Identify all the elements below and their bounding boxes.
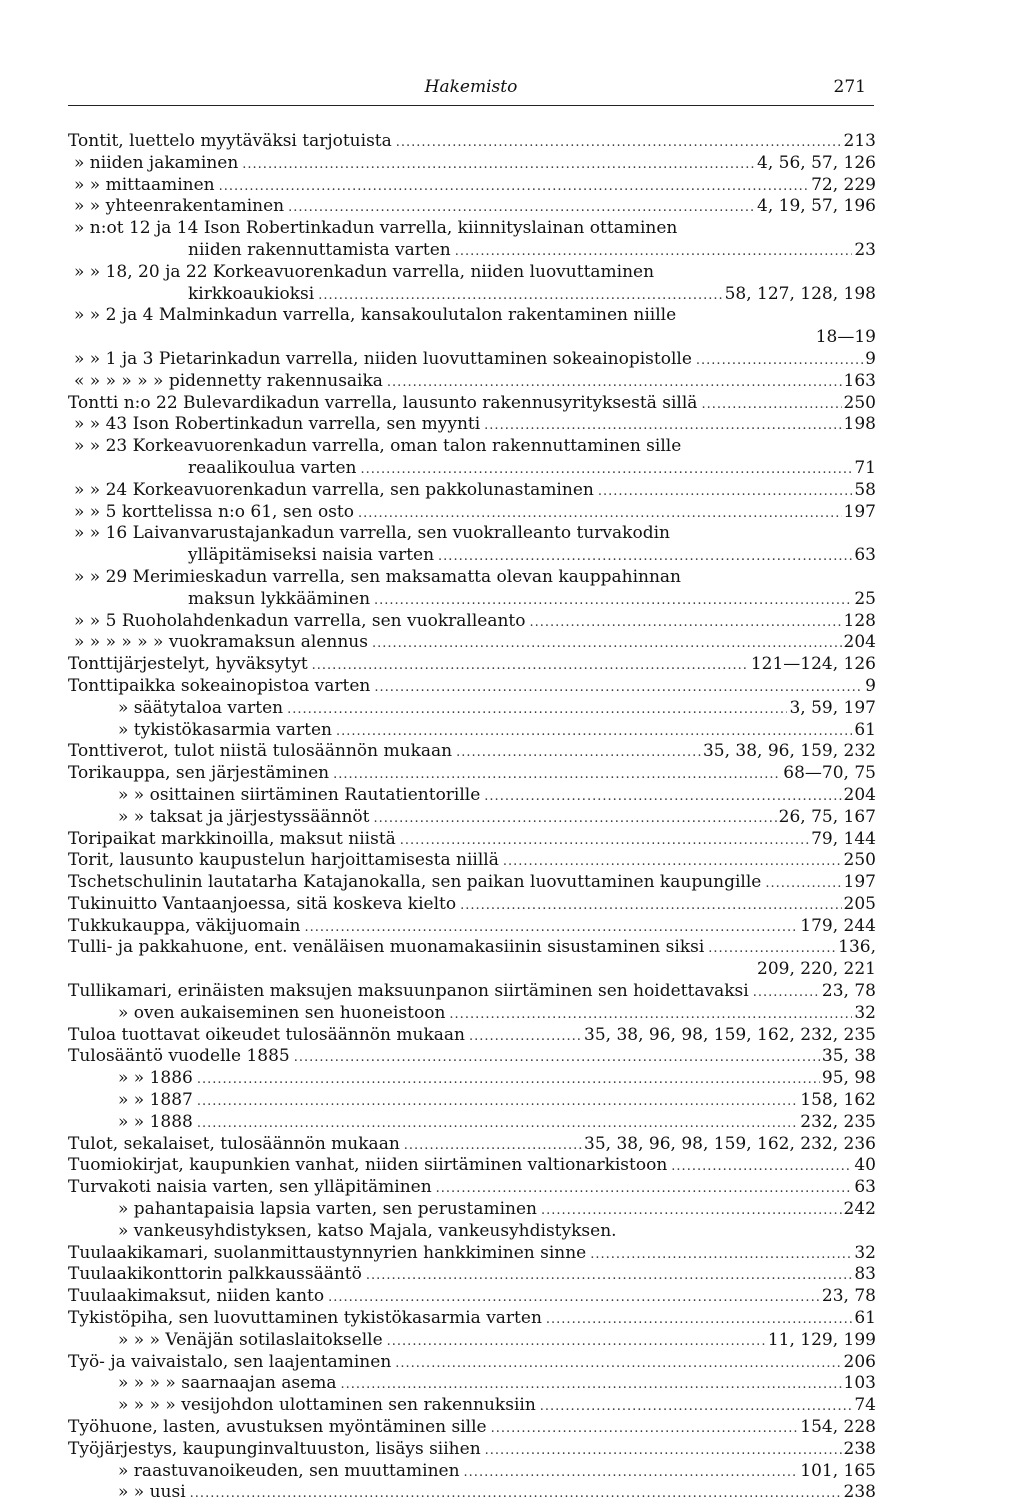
entry-text: Tykistöpiha, sen luovuttaminen tykistökasarmia varten bbox=[68, 1308, 542, 1329]
index-entry bbox=[68, 284, 876, 306]
index-entry bbox=[68, 371, 876, 393]
entry-pages: 63 bbox=[854, 1177, 876, 1198]
entry-pages: 23, 78 bbox=[821, 1286, 876, 1307]
entry-pages: 197 bbox=[843, 872, 876, 893]
index-entry bbox=[68, 196, 876, 218]
index-entry bbox=[68, 959, 876, 981]
index-entry bbox=[68, 218, 876, 240]
leader-dots bbox=[541, 1203, 842, 1218]
entry-pages: 68—70, 75 bbox=[783, 763, 876, 784]
entry-pages: 79, 144 bbox=[811, 828, 876, 849]
entry-text: Tulot, sekalaiset, tulosäännön mukaan bbox=[68, 1133, 400, 1154]
leader-dots bbox=[294, 1050, 820, 1065]
index-entry bbox=[68, 153, 876, 175]
index-entry bbox=[68, 894, 876, 916]
entry-text: » oven aukaiseminen sen huoneistoon bbox=[118, 1002, 446, 1023]
leader-dots bbox=[387, 375, 842, 390]
entry-text: » säätytaloa varten bbox=[118, 697, 284, 718]
index-entry bbox=[68, 1243, 876, 1265]
entry-pages: 26, 75, 167 bbox=[778, 806, 876, 827]
entry-pages: 197 bbox=[843, 501, 876, 522]
leader-dots bbox=[312, 658, 749, 673]
entry-text: » niiden jakaminen bbox=[74, 152, 239, 173]
leader-dots bbox=[503, 854, 842, 869]
entry-pages: 154, 228 bbox=[800, 1417, 876, 1438]
index-entry bbox=[68, 349, 876, 371]
entry-text: maksun lykkääminen bbox=[188, 588, 371, 609]
leader-dots bbox=[469, 1029, 582, 1044]
index-entry bbox=[68, 1461, 876, 1483]
index-entry bbox=[68, 763, 876, 785]
leader-dots bbox=[374, 811, 777, 826]
leader-dots bbox=[336, 724, 852, 739]
entry-text: Tullikamari, erinäisten maksujen maksuunpanon siirtäminen sen hoidettavaksi bbox=[68, 981, 749, 1002]
leader-dots bbox=[242, 157, 755, 172]
entry-text: Tonttiverot, tulot niistä tulosäännön mukaan bbox=[68, 741, 453, 762]
index-entry bbox=[68, 589, 876, 611]
entry-text: Tukkukauppa, väkijuomain bbox=[68, 915, 301, 936]
entry-text: » » 5 Ruoholahdenkadun varrella, sen vuokralleanto bbox=[74, 610, 526, 631]
index-list bbox=[68, 131, 876, 1504]
entry-text: Työ- ja vaivaistalo, sen laajentaminen bbox=[68, 1351, 392, 1372]
entry-pages: 25 bbox=[854, 588, 876, 609]
entry-pages: 18—19 bbox=[815, 327, 876, 348]
index-entry bbox=[68, 785, 876, 807]
leader-dots bbox=[219, 179, 809, 194]
index-entry bbox=[68, 1439, 876, 1461]
index-entry bbox=[68, 1264, 876, 1286]
entry-pages: 250 bbox=[843, 392, 876, 413]
entry-text: kirkkoaukioksi bbox=[188, 283, 315, 304]
leader-dots bbox=[765, 876, 841, 891]
leader-dots bbox=[360, 462, 852, 477]
leader-dots bbox=[484, 789, 841, 804]
entry-text: Torikauppa, sen järjestäminen bbox=[68, 763, 330, 784]
entry-pages: 63 bbox=[854, 545, 876, 566]
entry-pages: 61 bbox=[854, 719, 876, 740]
index-entry bbox=[68, 1046, 876, 1068]
entry-pages: 205 bbox=[843, 893, 876, 914]
entry-pages: 206 bbox=[843, 1351, 876, 1372]
entry-text: Torit, lausunto kaupustelun harjoittamisesta niillä bbox=[68, 850, 499, 871]
entry-pages: 35, 38, 96, 98, 159, 162, 232, 235 bbox=[584, 1024, 876, 1045]
entry-pages: 209, 220, 221 bbox=[757, 959, 876, 980]
entry-pages: 163 bbox=[843, 370, 876, 391]
entry-text: Toripaikat markkinoilla, maksut niistä bbox=[68, 828, 396, 849]
entry-pages: 238 bbox=[843, 1482, 876, 1503]
entry-pages: 204 bbox=[843, 784, 876, 805]
index-entry bbox=[68, 654, 876, 676]
index-entry bbox=[68, 523, 876, 545]
leader-dots bbox=[305, 920, 799, 935]
entry-pages: 204 bbox=[843, 632, 876, 653]
index-entry bbox=[68, 1221, 876, 1243]
entry-text: » » 1886 bbox=[118, 1068, 193, 1089]
index-entry bbox=[68, 131, 876, 153]
entry-text: » » taksat ja järjestyssäännöt bbox=[118, 806, 370, 827]
entry-pages: 95, 98 bbox=[821, 1068, 876, 1089]
entry-text: Työhuone, lasten, avustuksen myöntäminen sille bbox=[68, 1417, 487, 1438]
index-entry bbox=[68, 611, 876, 633]
entry-text: niiden rakennuttamista varten bbox=[188, 239, 451, 260]
index-entry bbox=[68, 1199, 876, 1221]
leader-dots bbox=[396, 135, 842, 150]
entry-pages: 128 bbox=[843, 610, 876, 631]
entry-text: Tuulaakikamari, suolanmittaustynnyrien hankkiminen sinne bbox=[68, 1242, 587, 1263]
entry-text: » » » » saarnaajan asema bbox=[118, 1373, 337, 1394]
entry-text: » » uusi bbox=[118, 1482, 186, 1503]
index-entry bbox=[68, 698, 876, 720]
entry-pages: 4, 19, 57, 196 bbox=[757, 196, 876, 217]
index-entry bbox=[68, 305, 876, 327]
entry-text: Tontti n:o 22 Bulevardikadun varrella, lausunto rakennusyrityksestä sillä bbox=[68, 392, 698, 413]
entry-pages: 238 bbox=[843, 1438, 876, 1459]
entry-text: Turvakoti naisia varten, sen ylläpitäminen bbox=[68, 1177, 432, 1198]
entry-text: » » » Venäjän sotilaslaitokselle bbox=[118, 1329, 383, 1350]
index-entry bbox=[68, 720, 876, 742]
leader-dots bbox=[400, 833, 809, 848]
entry-text: » tykistökasarmia varten bbox=[118, 719, 332, 740]
leader-dots bbox=[590, 1247, 852, 1262]
entry-pages: 179, 244 bbox=[800, 915, 876, 936]
entry-text: Tuulaakikonttorin palkkaussääntö bbox=[68, 1264, 362, 1285]
leader-dots bbox=[449, 1007, 852, 1022]
entry-pages: 9 bbox=[865, 675, 876, 696]
leader-dots bbox=[374, 680, 863, 695]
index-entry bbox=[68, 393, 876, 415]
entry-text: » raastuvanoikeuden, sen muuttaminen bbox=[118, 1460, 460, 1481]
entry-text: » » 16 Laivanvarustajankadun varrella, sen vuokralleanto turvakodin bbox=[74, 523, 670, 544]
leader-dots bbox=[190, 1486, 842, 1501]
index-entry bbox=[68, 1090, 876, 1112]
entry-text: Tuulaakimaksut, niiden kanto bbox=[68, 1286, 325, 1307]
entry-pages: 9 bbox=[865, 348, 876, 369]
index-entry bbox=[68, 1286, 876, 1308]
entry-pages: 198 bbox=[843, 414, 876, 435]
running-title: Hakemisto bbox=[424, 77, 518, 97]
index-entry bbox=[68, 1373, 876, 1395]
leader-dots bbox=[671, 1159, 852, 1174]
index-entry bbox=[68, 414, 876, 436]
entry-pages: 101, 165 bbox=[800, 1460, 876, 1481]
index-entry bbox=[68, 545, 876, 567]
entry-text: ylläpitämiseksi naisia varten bbox=[188, 545, 435, 566]
leader-dots bbox=[708, 941, 836, 956]
entry-text: « » » » » » pidennetty rakennusaika bbox=[74, 370, 383, 391]
index-entry bbox=[68, 175, 876, 197]
index-entry bbox=[68, 981, 876, 1003]
index-entry bbox=[68, 1417, 876, 1439]
entry-text: » » mittaaminen bbox=[74, 174, 215, 195]
entry-pages: 58, 127, 128, 198 bbox=[724, 283, 876, 304]
entry-text: » » 18, 20 ja 22 Korkeavuorenkadun varrella, niiden luovuttaminen bbox=[74, 261, 655, 282]
entry-pages: 103 bbox=[843, 1373, 876, 1394]
index-entry bbox=[68, 916, 876, 938]
leader-dots bbox=[333, 767, 781, 782]
entry-text: » » 1 ja 3 Pietarinkadun varrella, niiden luovuttaminen sokeainopistolle bbox=[74, 348, 692, 369]
index-entry bbox=[68, 1395, 876, 1417]
entry-text: » » 2 ja 4 Malminkadun varrella, kansakoulutalon rakentaminen niille bbox=[74, 305, 677, 326]
entry-text: » » 43 Ison Robertinkadun varrella, sen myynti bbox=[74, 414, 481, 435]
index-entry bbox=[68, 502, 876, 524]
entry-text: » vankeusyhdistyksen, katso Majala, vankeusyhdistyksen. bbox=[118, 1220, 617, 1241]
index-entry bbox=[68, 1352, 876, 1374]
entry-text: » » osittainen siirtäminen Rautatientorille bbox=[118, 784, 481, 805]
entry-pages: 72, 229 bbox=[811, 174, 876, 195]
leader-dots bbox=[484, 418, 841, 433]
index-entry bbox=[68, 807, 876, 829]
leader-dots bbox=[404, 1138, 582, 1153]
leader-dots bbox=[372, 636, 842, 651]
leader-dots bbox=[374, 593, 852, 608]
leader-dots bbox=[197, 1116, 798, 1131]
leader-dots bbox=[598, 484, 853, 499]
entry-text: Tukinuitto Vantaanjoessa, sitä koskeva kielto bbox=[68, 893, 457, 914]
entry-pages: 121—124, 126 bbox=[750, 654, 876, 675]
entry-pages: 4, 56, 57, 126 bbox=[757, 152, 876, 173]
entry-pages: 23, 78 bbox=[821, 981, 876, 1002]
index-entry bbox=[68, 937, 876, 959]
index-entry bbox=[68, 480, 876, 502]
entry-text: » » 29 Merimieskadun varrella, sen maksamatta olevan kauppahinnan bbox=[74, 566, 681, 587]
entry-text: Tschetschulinin lautatarha Katajanokalla, sen paikan luovuttaminen kaupungille bbox=[68, 872, 762, 893]
entry-text: Tuomiokirjat, kaupunkien vanhat, niiden siirtäminen valtionarkistoon bbox=[68, 1155, 668, 1176]
entry-pages: 35, 38 bbox=[821, 1046, 876, 1067]
leader-dots bbox=[491, 1421, 799, 1436]
entry-text: Tuloa tuottavat oikeudet tulosäännön mukaan bbox=[68, 1024, 465, 1045]
entry-pages: 232, 235 bbox=[800, 1111, 876, 1132]
entry-pages: 40 bbox=[854, 1155, 876, 1176]
entry-text: » » 23 Korkeavuorenkadun varrella, oman talon rakennuttaminen sille bbox=[74, 436, 682, 457]
index-entry bbox=[68, 458, 876, 480]
entry-text: » pahantapaisia lapsia varten, sen perustaminen bbox=[118, 1199, 538, 1220]
index-entry bbox=[68, 567, 876, 589]
entry-pages: 61 bbox=[854, 1308, 876, 1329]
leader-dots bbox=[197, 1094, 798, 1109]
entry-text: Tonttijärjestelyt, hyväksytyt bbox=[68, 654, 308, 675]
entry-pages: 11, 129, 199 bbox=[767, 1329, 876, 1350]
entry-pages: 136, bbox=[838, 937, 876, 958]
entry-text: » » yhteenrakentaminen bbox=[74, 196, 285, 217]
entry-pages: 74 bbox=[854, 1395, 876, 1416]
entry-pages: 213 bbox=[843, 131, 876, 151]
leader-dots bbox=[455, 244, 853, 259]
entry-pages: 71 bbox=[854, 457, 876, 478]
index-entry bbox=[68, 632, 876, 654]
leader-dots bbox=[328, 1290, 820, 1305]
leader-dots bbox=[460, 898, 841, 913]
header-divider bbox=[68, 105, 874, 106]
leader-dots bbox=[395, 1356, 841, 1371]
index-entry bbox=[68, 850, 876, 872]
page-header bbox=[68, 74, 874, 102]
leader-dots bbox=[753, 985, 820, 1000]
entry-text: » » 24 Korkeavuorenkadun varrella, sen pakkolunastaminen bbox=[74, 479, 594, 500]
leader-dots bbox=[696, 353, 863, 368]
index-entry bbox=[68, 1112, 876, 1134]
entry-pages: 32 bbox=[854, 1002, 876, 1023]
index-entry bbox=[68, 262, 876, 284]
index-entry bbox=[68, 1134, 876, 1156]
index-entry bbox=[68, 829, 876, 851]
entry-text: reaalikoulua varten bbox=[188, 457, 357, 478]
index-entry bbox=[68, 741, 876, 763]
entry-text: Tontit, luettelo myytäväksi tarjotuista bbox=[68, 131, 392, 151]
entry-pages: 158, 162 bbox=[800, 1090, 876, 1111]
leader-dots bbox=[540, 1399, 853, 1414]
index-entry bbox=[68, 240, 876, 262]
entry-pages: 250 bbox=[843, 850, 876, 871]
index-entry bbox=[68, 1482, 876, 1504]
entry-text: Tulosääntö vuodelle 1885 bbox=[68, 1046, 290, 1067]
entry-text: Tonttipaikka sokeainopistoa varten bbox=[68, 675, 371, 696]
index-entry bbox=[68, 1068, 876, 1090]
leader-dots bbox=[485, 1443, 842, 1458]
entry-text: » n:ot 12 ja 14 Ison Robertinkadun varrella, kiinnityslainan ottaminen bbox=[74, 218, 678, 239]
entry-text: » » » » vesijohdon ulottaminen sen rakennuksiin bbox=[118, 1395, 536, 1416]
leader-dots bbox=[436, 1181, 853, 1196]
page-number: 271 bbox=[833, 77, 866, 97]
entry-pages: 35, 38, 96, 159, 232 bbox=[702, 741, 876, 762]
leader-dots bbox=[456, 745, 701, 760]
leader-dots bbox=[701, 397, 841, 412]
entry-pages: 35, 38, 96, 98, 159, 162, 232, 236 bbox=[584, 1133, 876, 1154]
leader-dots bbox=[546, 1312, 852, 1327]
index-entry bbox=[68, 1025, 876, 1047]
index-entry bbox=[68, 1155, 876, 1177]
leader-dots bbox=[529, 615, 841, 630]
index-entry bbox=[68, 327, 876, 349]
entry-text: » » » » » » vuokramaksun alennus bbox=[74, 632, 368, 653]
index-entry bbox=[68, 1308, 876, 1330]
entry-pages: 23 bbox=[854, 239, 876, 260]
leader-dots bbox=[318, 288, 722, 303]
entry-text: » » 1887 bbox=[118, 1090, 193, 1111]
index-entry bbox=[68, 872, 876, 894]
leader-dots bbox=[438, 549, 852, 564]
leader-dots bbox=[387, 1334, 766, 1349]
leader-dots bbox=[341, 1377, 842, 1392]
entry-pages: 32 bbox=[854, 1242, 876, 1263]
index-entry bbox=[68, 1003, 876, 1025]
entry-pages: 242 bbox=[843, 1199, 876, 1220]
leader-dots bbox=[197, 1072, 820, 1087]
leader-dots bbox=[464, 1465, 799, 1480]
leader-dots bbox=[288, 200, 755, 215]
leader-dots bbox=[358, 506, 842, 521]
entry-pages: 58 bbox=[854, 479, 876, 500]
entry-text: Tulli- ja pakkahuone, ent. venäläisen muonamakasiinin sisustaminen siksi bbox=[68, 937, 705, 958]
index-entry bbox=[68, 676, 876, 698]
entry-pages: 83 bbox=[854, 1264, 876, 1285]
index-entry bbox=[68, 1330, 876, 1352]
leader-dots bbox=[287, 702, 787, 717]
entry-text: » » 5 korttelissa n:o 61, sen osto bbox=[74, 501, 354, 522]
entry-text: » » 1888 bbox=[118, 1111, 193, 1132]
index-entry bbox=[68, 1177, 876, 1199]
entry-text: Työjärjestys, kaupunginvaltuuston, lisäys siihen bbox=[68, 1438, 481, 1459]
entry-pages: 3, 59, 197 bbox=[789, 697, 876, 718]
index-entry bbox=[68, 436, 876, 458]
leader-dots bbox=[366, 1268, 853, 1283]
